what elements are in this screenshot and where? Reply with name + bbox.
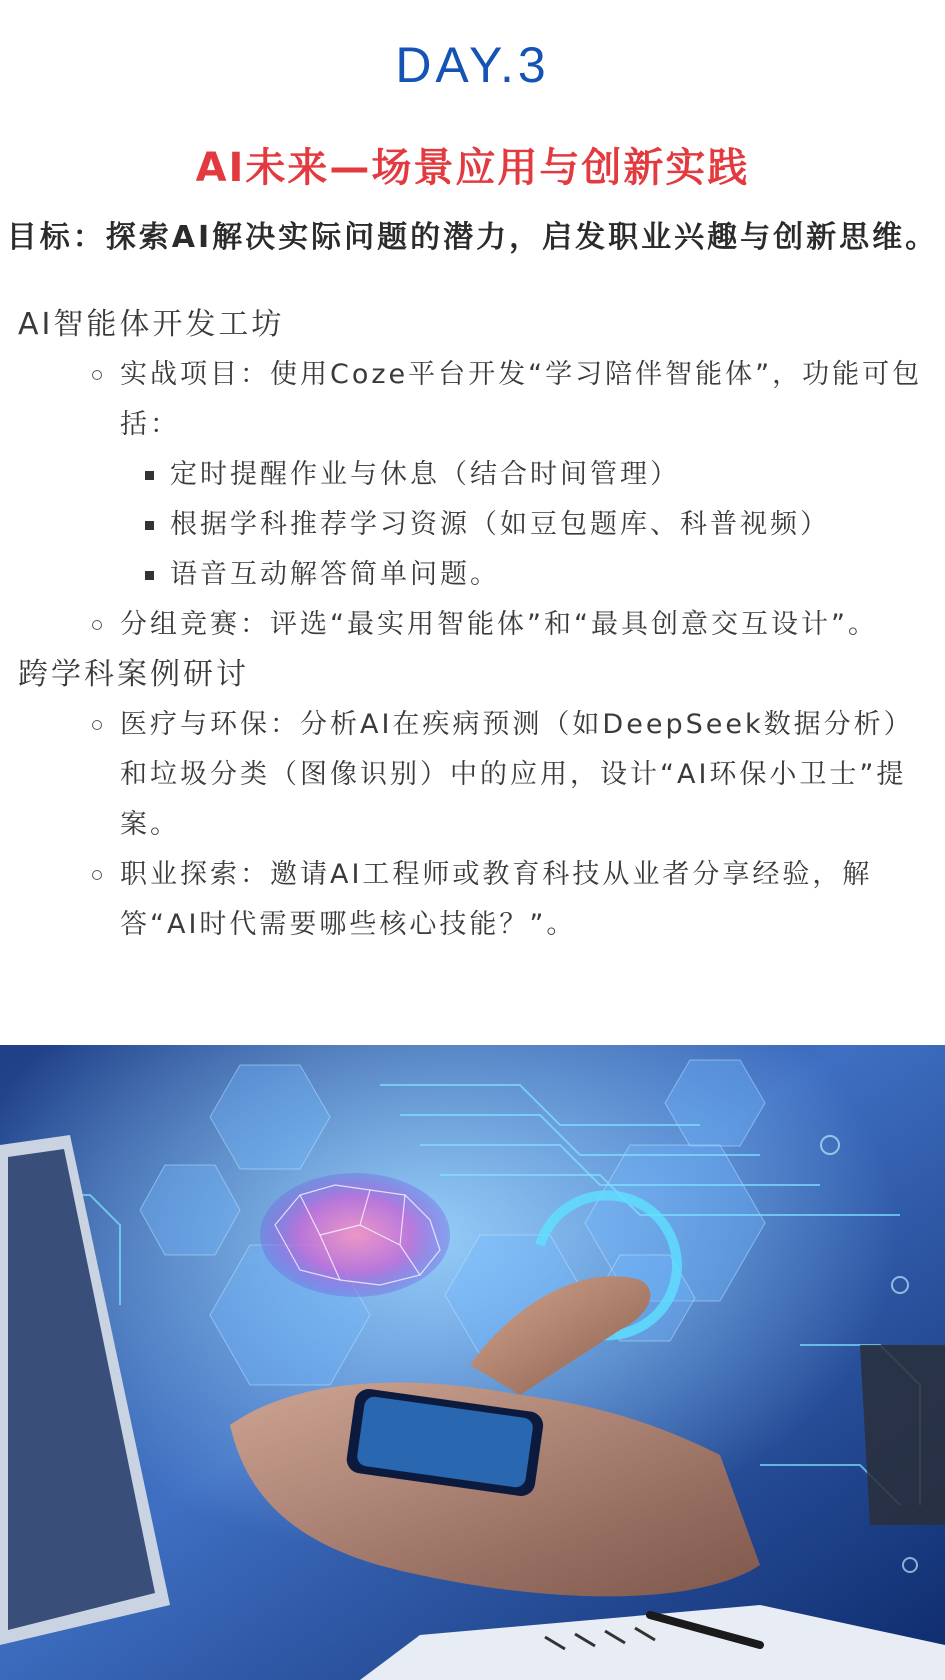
ai-brain-smartphone-icon bbox=[0, 1045, 945, 1680]
list-item-career-exploration bbox=[18, 850, 928, 950]
circle-bullet-icon bbox=[92, 720, 102, 730]
circle-bullet-icon bbox=[92, 620, 102, 630]
list-item-practical-project bbox=[18, 350, 928, 450]
list-item-text: 实战项目：使用Coze平台开发“学习陪伴智能体”，功能可包括： bbox=[120, 359, 923, 440]
agenda-content bbox=[18, 300, 928, 950]
sub-list-item bbox=[18, 450, 928, 500]
sub-list-item-text: 语音互动解答简单问题。 bbox=[170, 559, 500, 590]
list-item-text: 职业探索：邀请AI工程师或教育科技从业者分享经验，解答“AI时代需要哪些核心技能？”。 bbox=[120, 859, 873, 940]
sub-list-item-text: 定时提醒作业与休息（结合时间管理） bbox=[170, 459, 680, 490]
list-item-group-competition bbox=[18, 600, 928, 650]
sub-list-item bbox=[18, 550, 928, 600]
day-title: DAY.3 bbox=[395, 37, 550, 93]
circle-bullet-icon bbox=[92, 370, 102, 380]
list-item-medical-environment bbox=[18, 700, 928, 850]
circle-bullet-icon bbox=[92, 870, 102, 880]
square-bullet-icon bbox=[145, 521, 154, 530]
list-item-text: 医疗与环保：分析AI在疾病预测（如DeepSeek数据分析）和垃圾分类（图像识别）中的应用，设计“AI环保小卫士”提案。 bbox=[120, 709, 914, 840]
square-bullet-icon bbox=[145, 571, 154, 580]
sub-list-item bbox=[18, 500, 928, 550]
section-title-cross-discipline: 跨学科案例研讨 bbox=[18, 657, 249, 692]
goal-statement: 目标：探索AI解决实际问题的潜力，启发职业兴趣与创新思维。 bbox=[6, 220, 939, 255]
list-item-text: 分组竞赛：评选“最实用智能体”和“最具创意交互设计”。 bbox=[120, 609, 878, 640]
square-bullet-icon bbox=[145, 471, 154, 480]
sub-list-item-text: 根据学科推荐学习资源（如豆包题库、科普视频） bbox=[170, 509, 830, 540]
hero-illustration bbox=[0, 1045, 945, 1680]
page-headline: AI未来—场景应用与创新实践 bbox=[195, 145, 750, 191]
section-title-ai-agent-workshop: AI智能体开发工坊 bbox=[18, 307, 285, 342]
